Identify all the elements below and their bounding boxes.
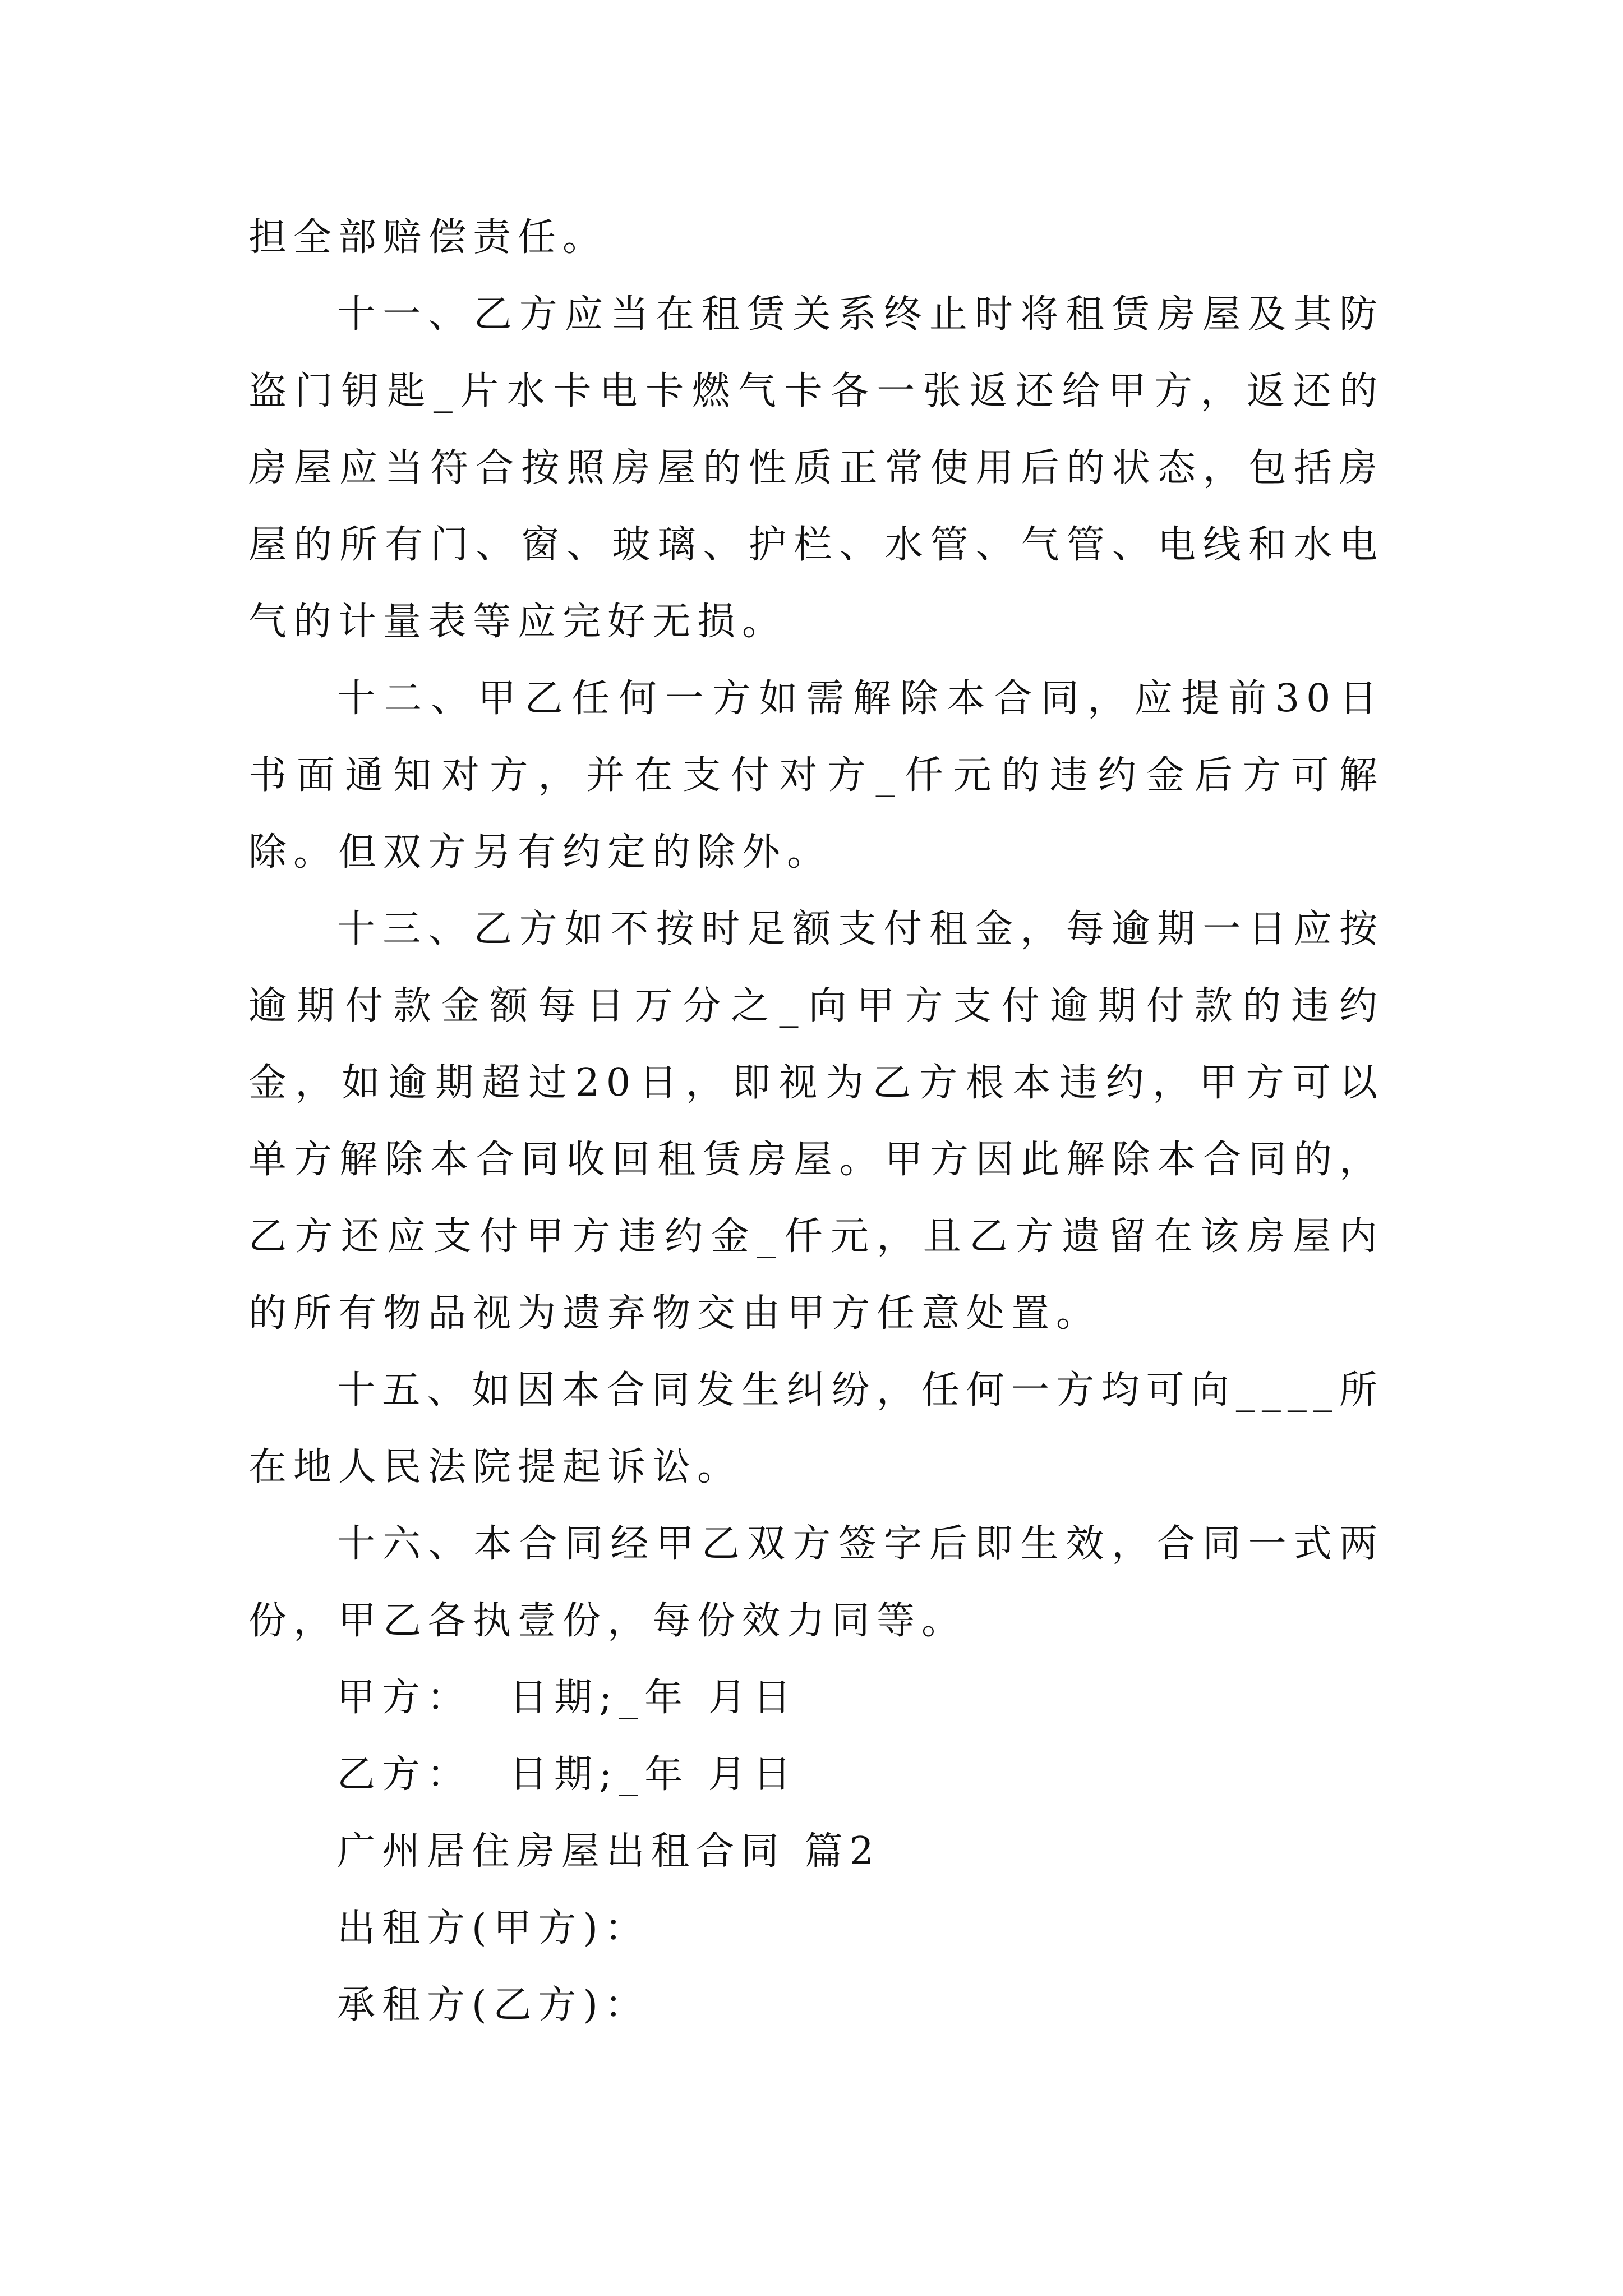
section-title: 广州居住房屋出租合同 篇2 bbox=[337, 1829, 880, 1874]
signature-party-b: 乙方： 日期;_年 月日 bbox=[337, 1752, 798, 1797]
clause-16: 十六、本合同经甲乙双方签字后即生效，合同一式两份，甲乙各执壹份，每份效力同等。 bbox=[248, 1522, 1384, 1643]
clause-12: 十二、甲乙任何一方如需解除本合同，应提前30日书面通知对方，并在支付对方_仟元的违约金后方可解除。但双方另有约定的除外。 bbox=[248, 677, 1384, 875]
signature-party-a: 甲方： 日期;_年 月日 bbox=[337, 1676, 798, 1720]
clause-13: 十三、乙方如不按时足额支付租金，每逾期一日应按逾期付款金额每日万分之_向甲方支付逾期付款的违约金，如逾期超过20日，即视为乙方根本违约，甲方可以单方解除本合同收回租赁房屋。甲方因此解除本合同的，乙方还应支付甲方违约金_仟元，且乙方遗留在该房屋内的所有物品视为遗弃物交由甲方任意处置。 bbox=[248, 907, 1384, 1336]
lessee-label: 承租方(乙方)： bbox=[337, 1983, 650, 2027]
lessor-label: 出租方(甲方)： bbox=[337, 1906, 650, 1950]
clause-15: 十五、如因本合同发生纠纷，任何一方均可向____所在地人民法院提起诉讼。 bbox=[248, 1368, 1384, 1489]
paragraph-continuation: 担全部赔偿责任。 bbox=[248, 215, 608, 260]
document-body bbox=[248, 199, 1384, 2044]
clause-11: 十一、乙方应当在租赁关系终止时将租赁房屋及其防盗门钥匙_片水卡电卡燃气卡各一张返还给甲方，返还的房屋应当符合按照房屋的性质正常使用后的状态，包括房屋的所有门、窗、玻璃、护栏、水管、气管、电线和水电气的计量表等应完好无损。 bbox=[248, 292, 1384, 644]
